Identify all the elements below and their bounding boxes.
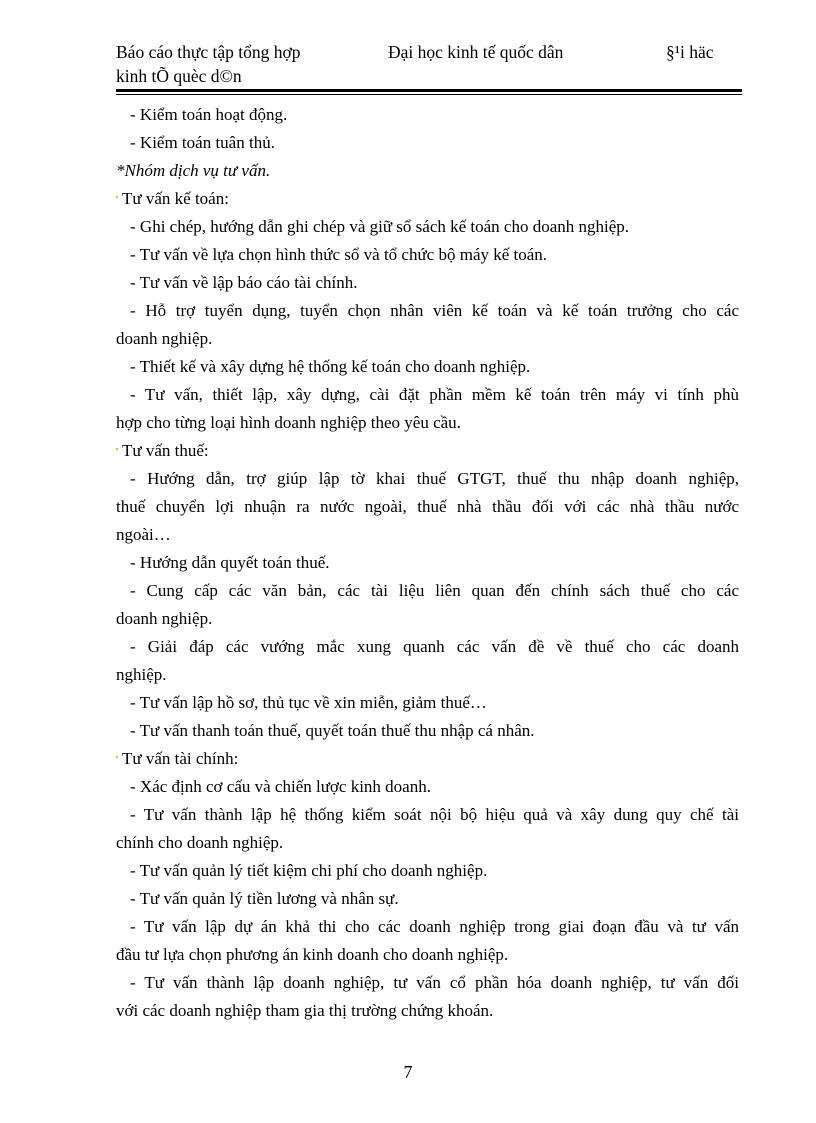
list-item: - Tư vấn lập hồ sơ, thủ tục về xin miễn, giảm thuế… bbox=[130, 693, 487, 712]
list-item: - Kiểm toán tuân thủ. bbox=[130, 133, 275, 152]
header-rule-thick bbox=[116, 89, 742, 92]
list-item: - Cung cấp các văn bản, các tài liệu liên quan đến chính sách thuế cho các bbox=[130, 581, 739, 600]
list-item: - Hướng dẫn quyết toán thuế. bbox=[130, 553, 330, 572]
list-item: - Thiết kế và xây dựng hệ thống kế toán cho doanh nghiệp. bbox=[130, 357, 531, 376]
document-body bbox=[116, 101, 739, 1025]
header-right: §¹i häc bbox=[666, 42, 714, 62]
list-item-continuation: với các doanh nghiệp tham gia thị trường chứng khoán. bbox=[116, 1001, 494, 1020]
list-item-continuation: thuế chuyển lợi nhuận ra nước ngoài, thuế nhà thầu đối với các nhà thầu nước bbox=[116, 497, 739, 516]
subsection-heading bbox=[116, 185, 739, 213]
list-item-continuation: chính cho doanh nghiệp. bbox=[116, 833, 284, 852]
subsection-heading bbox=[116, 745, 739, 773]
list-item: - Tư vấn quản lý tiền lương và nhân sự. bbox=[130, 889, 399, 908]
subsection-heading bbox=[116, 437, 739, 465]
list-item: - Tư vấn về lập báo cáo tài chính. bbox=[130, 273, 358, 292]
page-number: 7 bbox=[403, 1062, 413, 1082]
header-left-line2: kinh tÕ quèc d©n bbox=[116, 66, 242, 86]
header-rule-thin bbox=[116, 94, 742, 95]
list-item: - Ghi chép, hướng dẫn ghi chép và giữ sổ sách kế toán cho doanh nghiệp. bbox=[130, 217, 630, 236]
list-item-continuation: hợp cho từng loại hình doanh nghiệp theo yêu cầu. bbox=[116, 413, 461, 432]
list-item: - Tư vấn, thiết lập, xây dựng, cài đặt phần mềm kế toán trên máy vi tính phù bbox=[130, 385, 739, 404]
list-item: - Tư vấn thành lập hệ thống kiểm soát nội bộ hiệu quả và xây dung quy chế tài bbox=[130, 805, 739, 824]
list-item: - Hướng dẫn, trợ giúp lập tờ khai thuế GTGT, thuế thu nhập doanh nghiệp, bbox=[130, 469, 739, 488]
subsection-heading-text: Tư vấn kế toán: bbox=[122, 189, 229, 208]
header-left-line1: Báo cáo thực tập tổng hợp bbox=[116, 42, 301, 62]
list-item: - Tư vấn thanh toán thuế, quyết toán thuế thu nhập cá nhân. bbox=[130, 721, 535, 740]
header-center: Đại học kinh tế quốc dân bbox=[388, 42, 564, 62]
down-arrow-bullet-icon bbox=[116, 444, 118, 458]
list-item: - Kiểm toán hoạt động. bbox=[130, 105, 288, 124]
section-heading: *Nhóm dịch vụ tư vấn. bbox=[116, 161, 271, 180]
list-item-continuation: đầu tư lựa chọn phương án kinh doanh cho doanh nghiệp. bbox=[116, 945, 509, 964]
list-item: - Tư vấn về lựa chọn hình thức sổ và tổ chức bộ máy kế toán. bbox=[130, 245, 548, 264]
list-item-continuation: doanh nghiệp. bbox=[116, 329, 213, 348]
down-arrow-bullet-icon bbox=[116, 192, 118, 206]
list-item-continuation: ngoài… bbox=[116, 525, 171, 544]
subsection-heading-text: Tư vấn thuế: bbox=[122, 441, 209, 460]
list-item: - Giải đáp các vướng mắc xung quanh các vấn đề về thuế cho các doanh bbox=[130, 637, 739, 656]
header-left bbox=[116, 40, 300, 88]
page-header bbox=[116, 40, 742, 90]
list-item: - Tư vấn lập dự án khả thi cho các doanh nghiệp trong giai đoạn đầu và tư vấn bbox=[130, 917, 739, 936]
list-item-continuation: doanh nghiệp. bbox=[116, 609, 213, 628]
list-item: - Tư vấn quản lý tiết kiệm chi phí cho doanh nghiệp. bbox=[130, 861, 488, 880]
down-arrow-bullet-icon bbox=[116, 752, 118, 766]
subsection-heading-text: Tư vấn tài chính: bbox=[122, 749, 239, 768]
list-item: - Tư vấn thành lập doanh nghiệp, tư vấn cổ phần hóa doanh nghiệp, tư vấn đối bbox=[130, 973, 739, 992]
list-item: - Xác định cơ cấu và chiến lược kinh doanh. bbox=[130, 777, 431, 796]
list-item-continuation: nghiệp. bbox=[116, 665, 167, 684]
list-item: - Hỗ trợ tuyển dụng, tuyển chọn nhân viên kế toán và kế toán trưởng cho các bbox=[130, 301, 739, 320]
